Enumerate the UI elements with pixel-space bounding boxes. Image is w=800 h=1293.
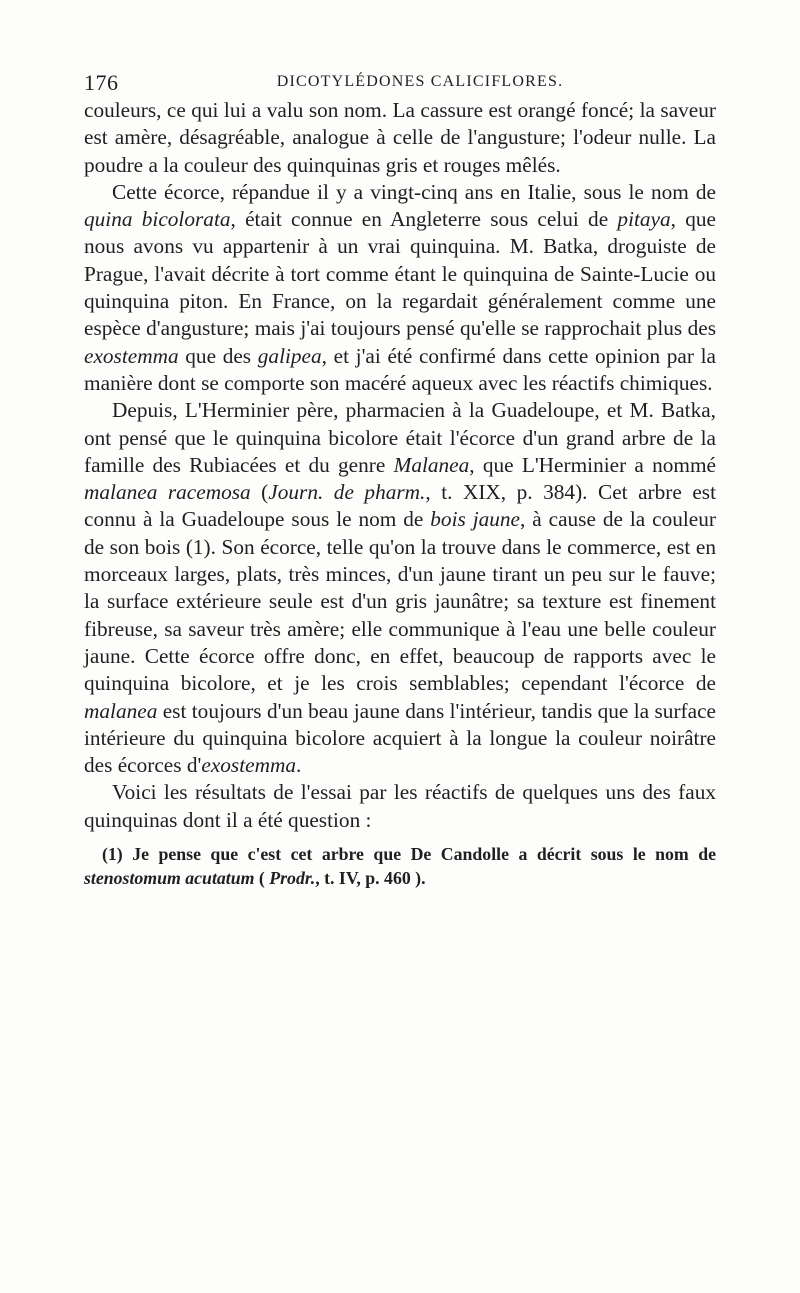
footnote — [84, 842, 716, 890]
text-span: est toujours d'un beau jaune dans l'intérieur, tandis que la surface intérieure du quinquina bicolore acquiert à la longue la couleur noirâtre des écorces d' — [84, 698, 716, 778]
text-span: Depuis, L'Herminier père, pharmacien à la Guadeloupe, et M. Batka, ont pensé que le quinquina bicolore était l'écorce d'un grand arbre de la famille des Rubiacées et du genre — [84, 398, 716, 477]
text-span: couleurs, ce qui lui a valu son nom. La cassure est orangé foncé; la saveur est amère, désagréable, analogue à celle de l'angusture; l'odeur nulle. La poudre a la couleur des quinquinas gris et rouges mêlés. — [84, 98, 716, 177]
text-span: , que nous avons vu appartenir à un vrai quinquina. M. Batka, droguiste de Prague, l'avait décrite à tort comme étant le quinquina de Sainte-Lucie ou quinquina piton. En France, on la regardait généralement comme une espèce d'angusture; mais j'ai toujours pensé qu'elle se rapprochait plus des — [84, 207, 716, 341]
text-span: Cette écorce, répandue il y a vingt-cinq ans en Italie, sous le nom de — [112, 179, 716, 204]
italic-term: stenostomum acutatum — [84, 868, 255, 888]
text-span: (1) Je pense que c'est cet arbre que De Candolle a décrit sous le nom de — [102, 844, 716, 864]
page-number: 176 — [84, 70, 119, 95]
italic-term: malanea — [84, 698, 158, 723]
italic-term: quina bicolorata — [84, 207, 231, 232]
paragraph-4 — [84, 779, 716, 834]
text-span: . — [296, 753, 302, 778]
italic-term: galipea — [257, 343, 322, 368]
paragraph-2 — [84, 179, 716, 397]
text-span: Voici les résultats de l'essai par les réactifs de quelques uns des faux quinquinas dont il a été question : — [84, 780, 716, 832]
italic-term: Journ. de pharm. — [268, 480, 426, 505]
italic-term: Prodr. — [269, 868, 316, 888]
text-span: , à cause de la couleur de son bois (1). Son écorce, telle qu'on la trouve dans le commerce, est en morceaux larges, plats, très minces, d'un jaune tirant un peu sur le fauve; la surface extérieure seule est d'un gris jaunâtre; sa texture est finement fibreuse, sa saveur très amère; elle communique à l'eau une belle couleur jaune. Cette écorce offre donc, en effet, beaucoup de rapports avec le quinquina bicolore, et je les crois semblables; cependant l'écorce de — [84, 507, 716, 696]
body-text — [84, 97, 716, 834]
italic-term: pitaya — [617, 207, 671, 232]
paragraph-3 — [84, 397, 716, 779]
text-span: , et j'ai été confirmé dans cette opinion par la manière dont se comporte son macéré aqueux avec les réactifs chimiques. — [84, 343, 716, 395]
italic-term: exostemma — [84, 343, 179, 368]
italic-term: Malanea — [393, 452, 470, 477]
running-head — [84, 70, 716, 100]
text-span: ( — [254, 868, 270, 888]
text-span: , t. IV, p. 460 ). — [315, 868, 426, 888]
paragraph-1 — [84, 97, 716, 179]
italic-term: bois jaune — [430, 507, 521, 532]
text-span: ( — [250, 480, 269, 505]
running-title: DICOTYLÉDONES CALICIFLORES. — [276, 73, 564, 90]
text-span: , que L'Herminier a nommé — [469, 452, 716, 477]
text-span: que des — [178, 343, 258, 368]
italic-term: malanea racemosa — [84, 480, 251, 505]
footnote-paragraph — [84, 842, 716, 890]
text-span: , était connue en Angleterre sous celui de — [230, 207, 618, 232]
italic-term: exostemma — [201, 753, 296, 778]
text-span: , t. XIX, p. 384). Cet arbre est connu à la Guadeloupe sous le nom de — [84, 480, 716, 532]
